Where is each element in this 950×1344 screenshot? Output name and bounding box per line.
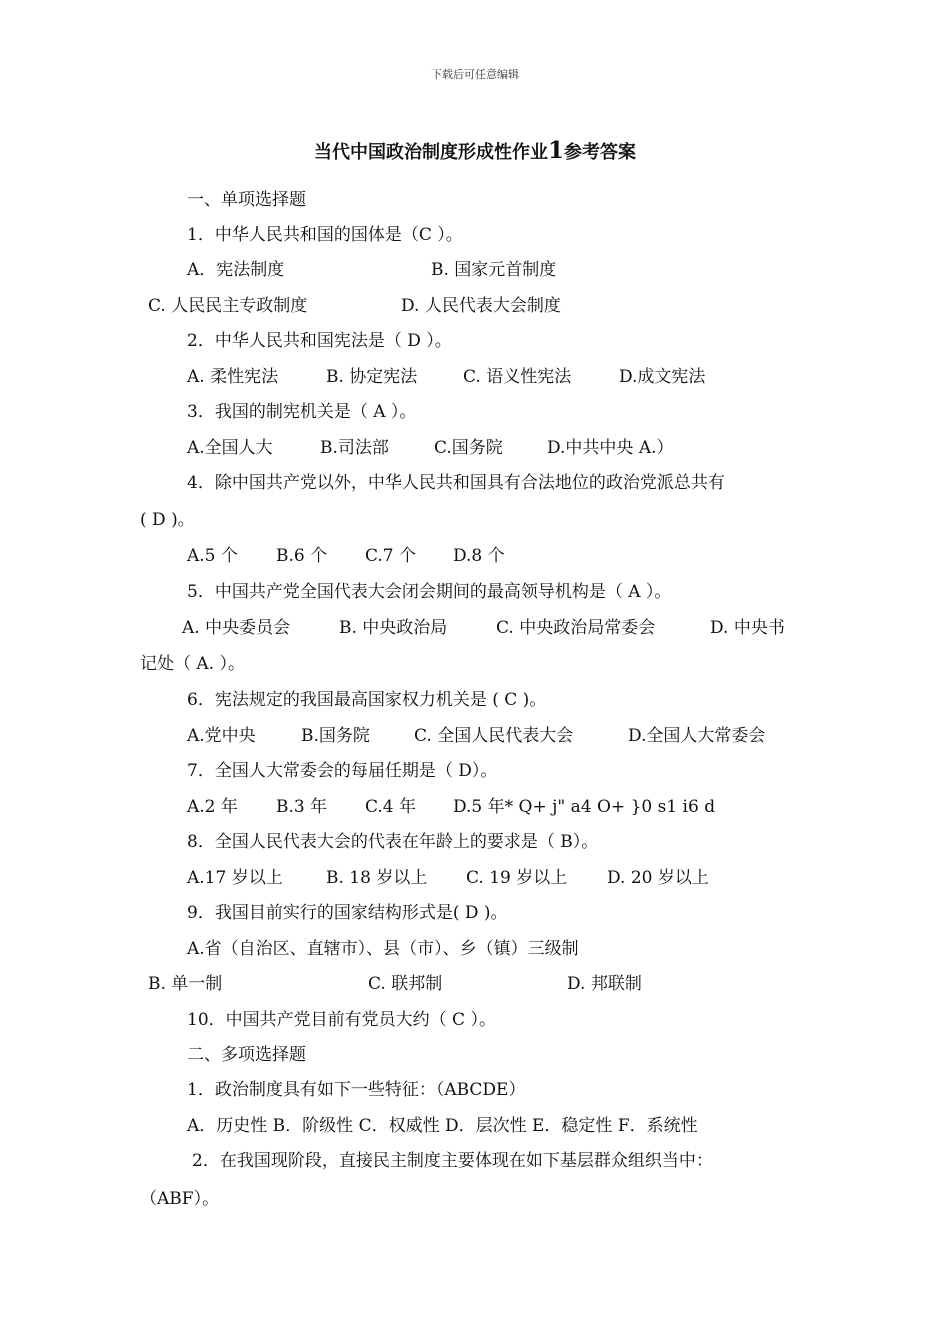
option-c: C. 语义性宪法 (463, 367, 572, 387)
option-d: D. 20 岁以上 (607, 868, 709, 888)
option-b: B. 中央政治局 (339, 618, 448, 638)
option-a: A.5 个 (187, 546, 238, 566)
option-b: B. 协定宪法 (326, 367, 418, 387)
question-5-continued: 记处（ A. ）。 (140, 654, 245, 674)
option-a: A.全国人大 (187, 438, 273, 458)
question-1: 1．中华人民共和国的国体是（C ）。 (187, 225, 463, 245)
option-d: D.中共中央 A.） (547, 438, 674, 458)
option-d: D. 中央书 (710, 618, 785, 638)
option-a: A.17 岁以上 (187, 868, 283, 888)
option-a: A.2 年 (187, 797, 238, 817)
question-10: 10．中国共产党目前有党员大约（ C ）。 (187, 1010, 496, 1030)
question-5: 5．中国共产党全国代表大会闭会期间的最高领导机构是（ A ）。 (187, 582, 672, 602)
question-3: 3．我国的制宪机关是（ A ）。 (187, 402, 417, 422)
multi-question-1-options: A．历史性 B．阶级性 C．权威性 D．层次性 E．稳定性 F．系统性 (187, 1116, 698, 1136)
option-d: D.5 年* Q+ j" a4 O+ }0 s1 i6 d (453, 797, 716, 817)
option-d: D. 邦联制 (567, 974, 642, 994)
option-a: A．宪法制度 (187, 260, 285, 280)
option-c: C. 联邦制 (368, 974, 443, 994)
option-a: A. 中央委员会 (182, 618, 291, 638)
question-4: 4．除中国共产党以外，中华人民共和国具有合法地位的政治党派总共有 (187, 473, 725, 493)
title-text-suffix: 参考答案 (564, 142, 636, 163)
option-c: C. 中央政治局常委会 (496, 618, 656, 638)
option-c: C.4 年 (365, 797, 417, 817)
question-9-options (0, 972, 950, 996)
question-6: 6．宪法规定的我国最高国家权力机关是 ( C )。 (187, 690, 547, 710)
question-7: 7．全国人大常委会的每届任期是（ D）。 (187, 761, 498, 781)
multi-question-1: 1．政治制度具有如下一些特征：（ABCDE） (187, 1080, 526, 1100)
option-b: B.6 个 (276, 546, 328, 566)
option-b: B.3 年 (276, 797, 328, 817)
question-1-options-row1 (0, 258, 950, 282)
option-d: D.全国人大常委会 (628, 726, 766, 746)
multi-question-2: 2．在我国现阶段，直接民主制度主要体现在如下基层群众组织当中： (192, 1151, 713, 1171)
option-b: B. 18 岁以上 (326, 868, 428, 888)
option-c: C.国务院 (434, 438, 503, 458)
question-1-options-row2 (0, 294, 950, 318)
question-8: 8．全国人民代表大会的代表在年龄上的要求是（ B）。 (187, 832, 599, 852)
option-c: C.7 个 (365, 546, 417, 566)
page-header: 下载后可任意编辑 (431, 68, 519, 81)
title-text: 当代中国政治制度形成性作业 (313, 142, 548, 163)
question-2: 2．中华人民共和国宪法是（ D ）。 (187, 331, 452, 351)
question-3-options (0, 436, 950, 460)
question-5-options (0, 616, 950, 640)
question-4-continued: ( D )。 (140, 510, 195, 530)
option-b: B.国务院 (301, 726, 370, 746)
question-7-options (0, 795, 950, 819)
option-b: B. 单一制 (148, 974, 223, 994)
option-b: B.司法部 (320, 438, 389, 458)
section-heading-single-choice: 一、单项选择题 (187, 190, 306, 210)
title-number: 1 (547, 137, 564, 164)
option-c: C. 全国人民代表大会 (414, 726, 574, 746)
option-d: D. 人民代表大会制度 (401, 296, 561, 316)
option-d: D.8 个 (453, 546, 505, 566)
option-a: A. 柔性宪法 (187, 367, 279, 387)
option-b: B. 国家元首制度 (431, 260, 557, 280)
question-2-options (0, 365, 950, 389)
option-a: A.党中央 (187, 726, 256, 746)
question-9: 9．我国目前实行的国家结构形式是( D )。 (187, 903, 508, 923)
option-a: A.省（自治区、直辖市）、县（市）、乡（镇）三级制 (187, 939, 579, 959)
option-c: C. 19 岁以上 (466, 868, 568, 888)
question-8-options (0, 866, 950, 890)
question-6-options (0, 724, 950, 748)
multi-question-2-continued: （ABF）。 (140, 1189, 220, 1209)
option-d: D.成文宪法 (619, 367, 706, 387)
question-4-options (0, 544, 950, 568)
document-title (0, 137, 950, 164)
section-heading-multiple-choice: 二、多项选择题 (187, 1045, 306, 1065)
option-c: C. 人民民主专政制度 (148, 296, 308, 316)
